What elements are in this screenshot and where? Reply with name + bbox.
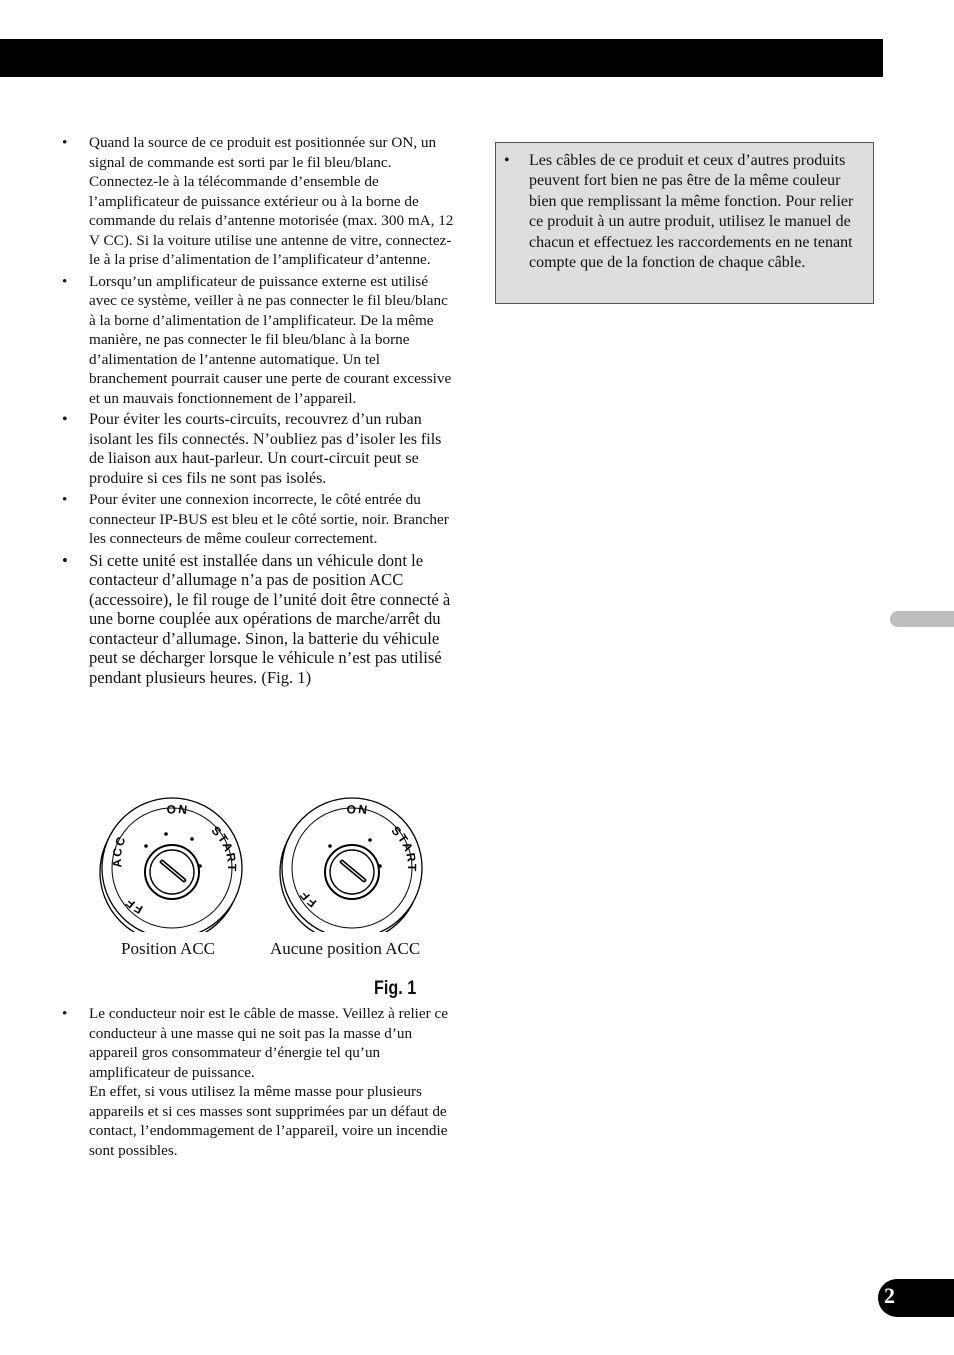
switch-label-on: ON — [166, 801, 190, 818]
list-item — [62, 410, 456, 488]
list-item — [62, 272, 456, 409]
bullet-mark: • — [62, 411, 68, 428]
figure-label-no-acc: Aucune position ACC — [270, 939, 421, 958]
note-item — [504, 151, 863, 273]
list-item — [62, 551, 456, 688]
bullet-mark: • — [504, 152, 510, 169]
left-column-bottom — [62, 1004, 456, 1162]
list-item-text: Le conducteur noir est le câble de masse. Veillez à relier ce conducteur à une masse qui ne soit pas la masse d’un appareil gros consommateur d’énergie tel qu’un amplificateur de puissance. — [89, 1005, 448, 1081]
list-item-text: Pour éviter une connexion incorrecte, le côté entrée du connecteur IP-BUS est bleu et le côté sortie, noir. Brancher les connecteurs de même couleur correctement. — [89, 491, 449, 547]
switch-label-off: OFF — [296, 887, 320, 911]
left-column — [62, 133, 456, 689]
switch-label-on: ON — [346, 801, 370, 818]
switch-label-off: OFF — [122, 894, 146, 917]
bullet-mark: • — [62, 1005, 68, 1022]
list-item — [62, 133, 456, 270]
bullet-mark: • — [62, 491, 68, 508]
figure-caption: Fig. 1 — [374, 978, 417, 999]
list-item-text: Lorsqu’un amplificateur de puissance externe est utilisé avec ce système, veiller à ne pas connecter le fil bleu/blanc à la borne d’alimentation de l’amplificateur. De la même manière, ne pas connecter le fil bleu/blanc à la borne d’alimentation de l’antenne automatique. Un tel branchement pourrait causer une perte de courant excessive et un mauvais fonctionnement de l’appareil. — [89, 272, 452, 407]
list-item — [62, 1004, 456, 1160]
list-item-text-continued: En effet, si vous utilisez la même masse pour plusieurs appareils et si ces masses sont supprimées par un défaut de contact, l’endommagement de l’appareil, voire un incendie sont possibles. — [89, 1083, 448, 1159]
ignition-switch-left — [96, 794, 242, 932]
switch-label-start: START — [388, 823, 420, 873]
page-number: 2 — [884, 1283, 895, 1308]
section-tab — [890, 611, 954, 627]
note-box — [495, 142, 874, 304]
note-text: Les câbles de ce produit et ceux d’autres produits peuvent fort bien ne pas être de la même couleur bien que remplissant la même fonction. Pour relier ce produit à un autre produit, utilisez le manuel de chacun et effectuez les raccordements en ne tenant compte que de la fonction de chaque câble. — [529, 152, 854, 272]
ignition-switch-diagrams — [96, 782, 456, 932]
figure-label-position-acc: Position ACC — [121, 939, 216, 958]
ignition-figure — [96, 782, 456, 1002]
list-item — [62, 490, 456, 549]
switch-label-acc: ACC — [109, 833, 129, 869]
list-item-text: Pour éviter les courts-circuits, recouvrez d’un ruban isolant les fils connectés. N’oubliez pas d’isoler les fils de liaison aux haut-parleur. Un court-circuit peut se produire si ces fils ne sont pas isolés. — [89, 411, 442, 487]
list-item-text: Quand la source de ce produit est positionnée sur ON, un signal de commande est sorti par le fil bleu/blanc. Connectez-le à la télécommande d’ensemble de l’amplificateur de puissance extérieur ou à la borne de commande du relais d’antenne motorisée (max. 300 mA, 12 V CC). Si la voiture utilise une antenne de vitre, connectez-le à la prise d’alimentation de l’amplificateur d’antenne. — [89, 134, 454, 268]
bullet-mark: • — [62, 550, 68, 570]
switch-label-start: START — [208, 823, 240, 873]
header-bar — [0, 39, 883, 77]
bullet-mark: • — [62, 134, 68, 151]
bullet-mark: • — [62, 272, 68, 290]
list-item-text: Si cette unité est installée dans un véhicule dont le contacteur d’allumage n’a pas de position ACC (accessoire), le fil rouge de l’unité doit être connecté à une borne couplée aux opérations de marche/arrêt du contacteur d’allumage. Sinon, la batterie du véhicule peut se décharger lorsque le véhicule n’est pas utilisé pendant plusieurs heures. (Fig. 1) — [89, 550, 451, 687]
